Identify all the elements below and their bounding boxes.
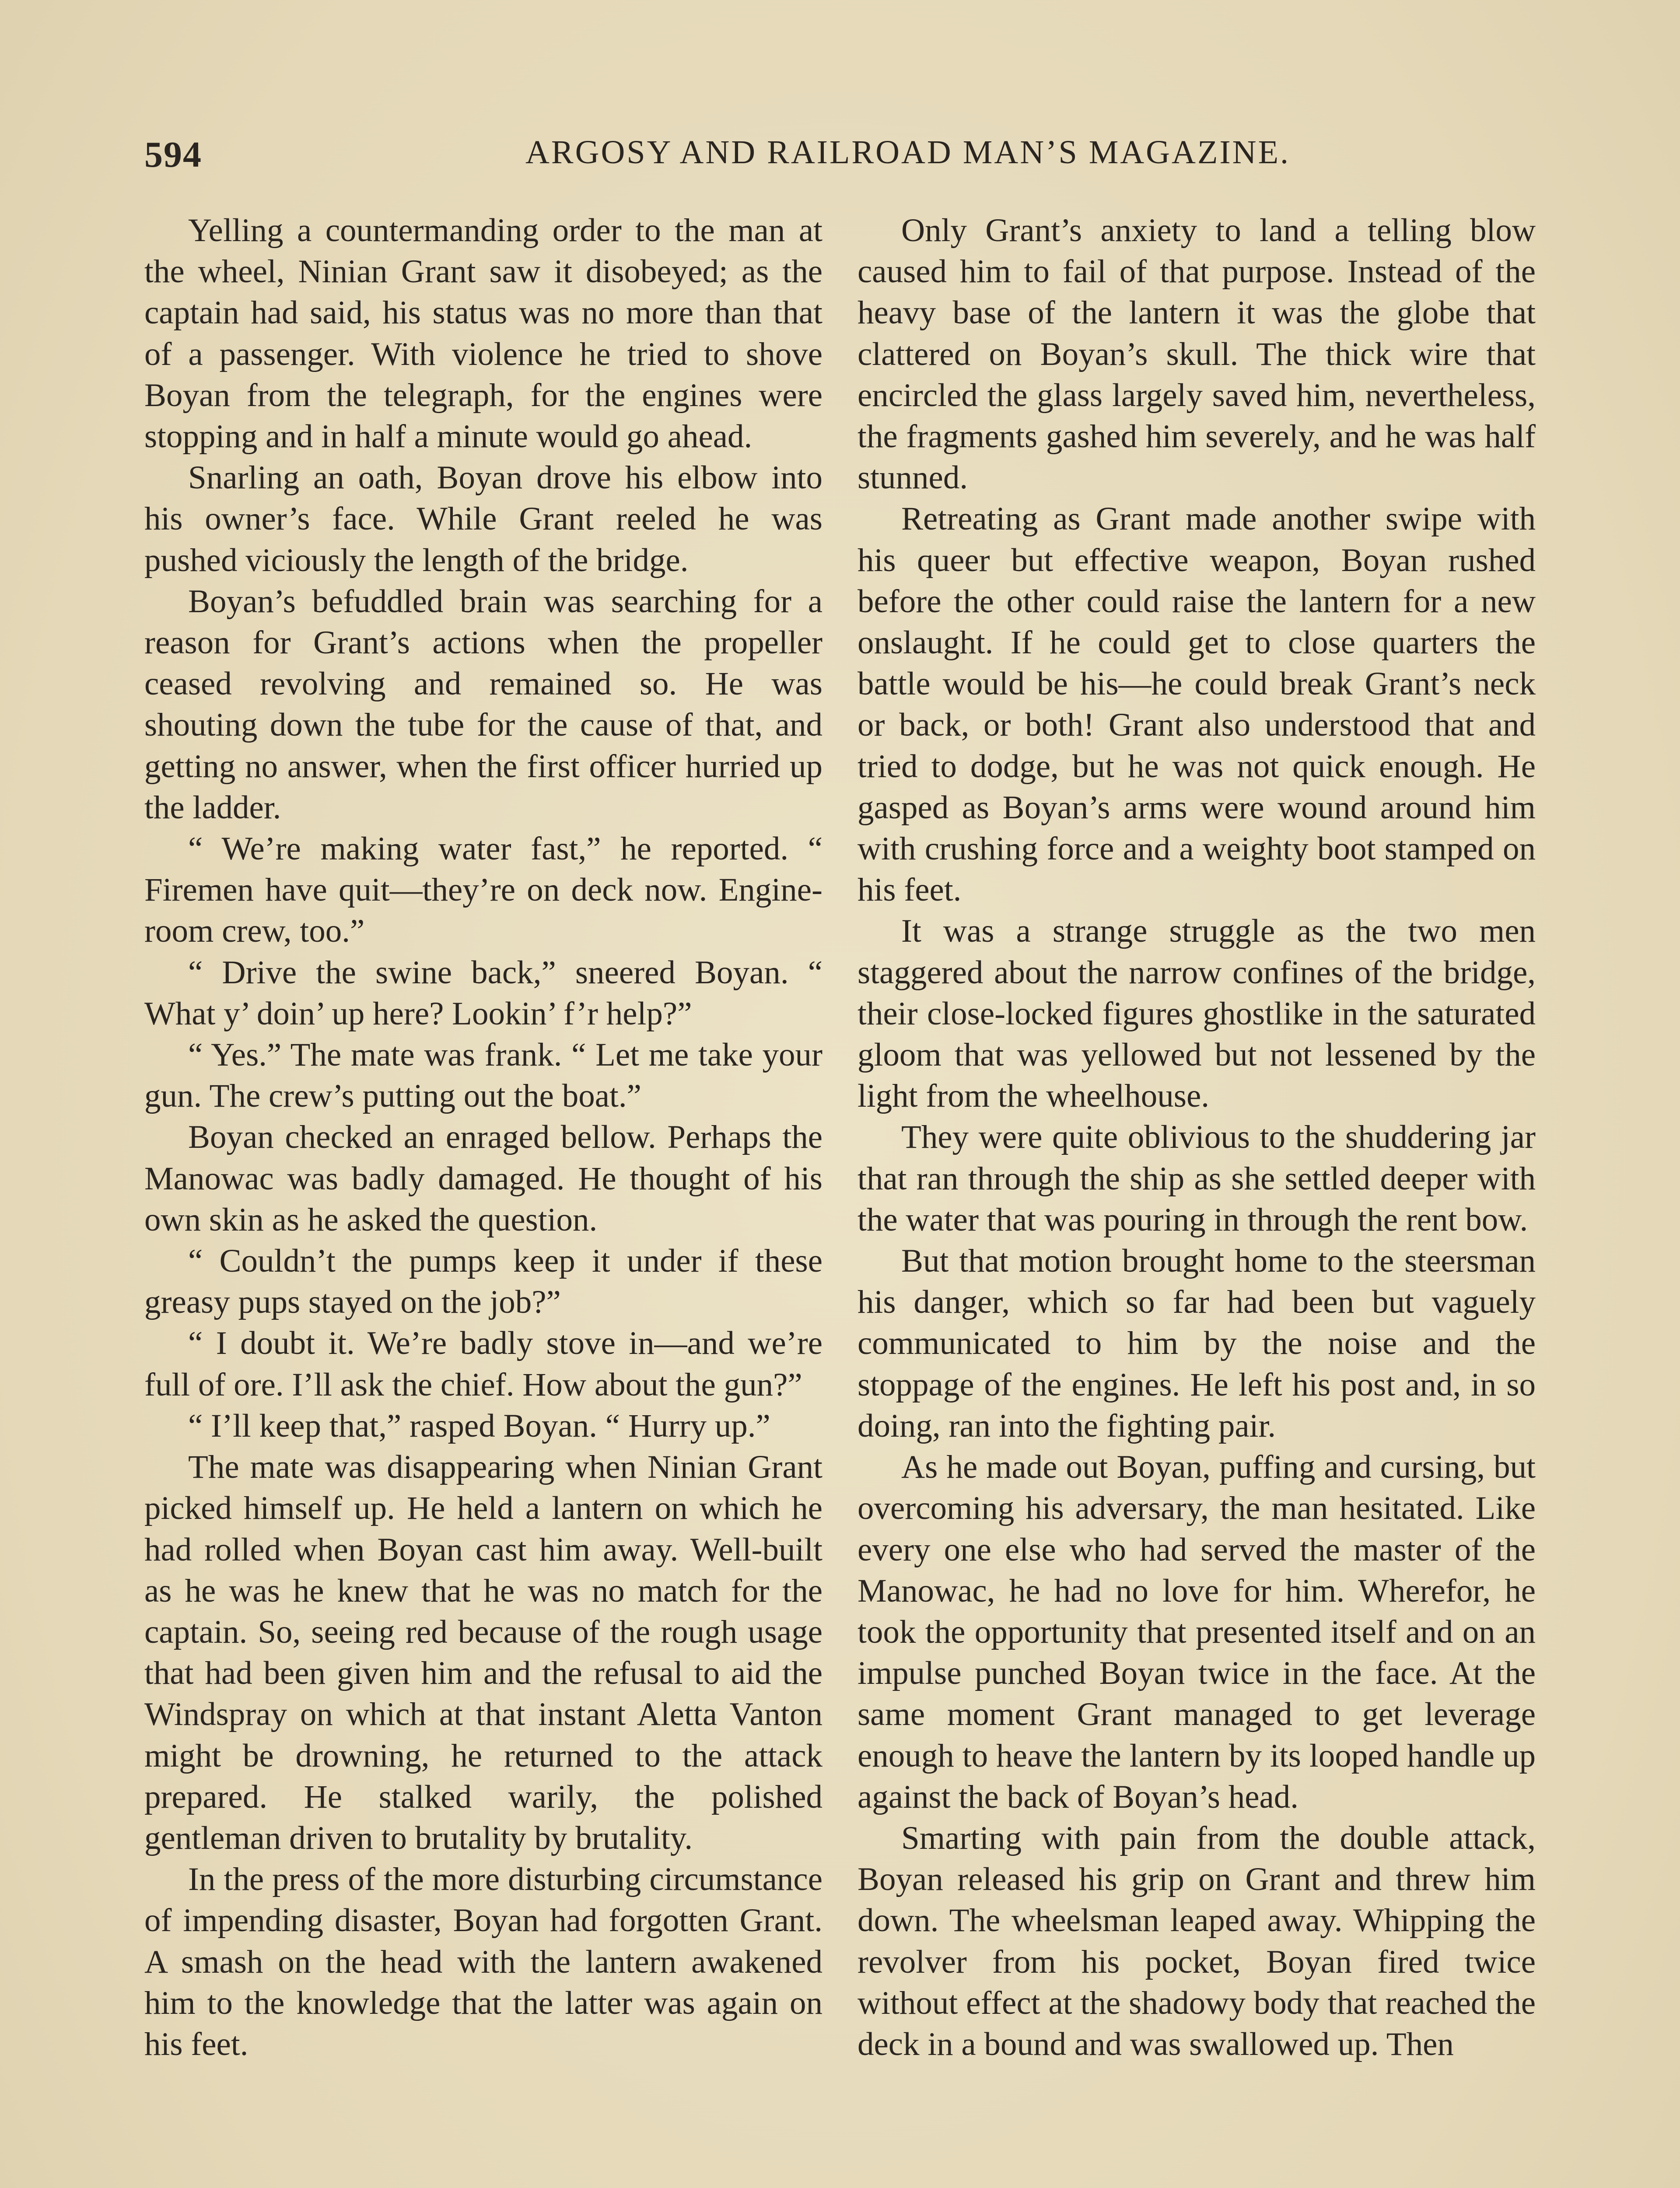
paragraph: As he made out Boyan, puffing and cursing, but overcoming his adversary, the man hesitated. Like every one else who had served the master of the Manowac, he had no love for him. Wherefor, he took the opportunity that presented itself and on an impulse punched Boyan twice in the face. At the same moment Grant managed to get leverage enough to heave the lantern by its looped handle up against the back of Boyan’s head. — [858, 1449, 1536, 1815]
paragraph: In the press of the more disturbing circumstance of impending disaster, Boyan had forgotten Grant. A smash on the head with the lantern awakened him to the knowledge that the latter was again on his feet. — [144, 1861, 822, 2062]
page-header — [144, 133, 1540, 182]
paragraph: The mate was disappearing when Ninian Grant picked himself up. He held a lantern on which he had rolled when Boyan cast him away. Well-built as he was he knew that he was no match for the captain. So, seeing red because of the rough usage that had been given him and the refusal to aid the Windspray on which at that instant Aletta Vanton might be drowning, he returned to the attack prepared. He stalked warily, the polished gentleman driven to brutality by brutality. — [144, 1449, 822, 1856]
page-number: 594 — [144, 134, 202, 175]
paragraph: “ I doubt it. We’re badly stove in—and we’re full of ore. I’ll ask the chief. How about the gun?” — [144, 1325, 822, 1403]
paragraph: Only Grant’s anxiety to land a telling blow caused him to fail of that purpose. Instead of the heavy base of the lantern it was the globe that clattered on Boyan’s skull. The thick wire that encircled the glass largely saved him, nevertheless, the fragments gashed him severely, and he was half stunned. — [858, 212, 1536, 496]
paragraph: But that motion brought home to the steersman his danger, which so far had been but vaguely communicated to him by the noise and the stoppage of the engines. He left his post and, in so doing, ran into the fighting pair. — [858, 1243, 1536, 1444]
paragraph: Boyan checked an enraged bellow. Perhaps the Manowac was badly damaged. He thought of his own skin as he asked the question. — [144, 1119, 822, 1238]
paragraph: “ Drive the swine back,” sneered Boyan. “ What y’ doin’ up here? Lookin’ f’r help?” — [144, 954, 822, 1032]
paragraph: Boyan’s befuddled brain was searching for a reason for Grant’s actions when the propeller ceased revolving and remained so. He was shouting down the tube for the cause of that, and getting no answer, when the first officer hurried up the ladder. — [144, 583, 822, 826]
right-column — [858, 210, 1536, 2188]
paragraph: Snarling an oath, Boyan drove his elbow into his owner’s face. While Grant reeled he was pushed viciously the length of the bridge. — [144, 459, 822, 579]
paragraph: Retreating as Grant made another swipe with his queer but effective weapon, Boyan rushed before the other could raise the lantern for a new onslaught. If he could get to close quarters the battle would be his—he could break Grant’s neck or back, or both! Grant also understood that and tried to dodge, but he was not quick enough. He gasped as Boyan’s arms were wound around him with crushing force and a weighty boot stamped on his feet. — [858, 501, 1536, 908]
paragraph: It was a strange struggle as the two men staggered about the narrow confines of the bridge, their close-locked figures ghostlike in the saturated gloom that was yellowed but not lessened by the light from the wheelhouse. — [858, 913, 1536, 1115]
paragraph: Yelling a countermanding order to the man at the wheel, Ninian Grant saw it disobeyed; as the captain had said, his status was no more than that of a passenger. With violence he tried to shove Boyan from the telegraph, for the engines were stopping and in half a minute would go ahead. — [144, 212, 822, 455]
left-column — [144, 210, 822, 2188]
paragraph: Smarting with pain from the double attack, Boyan released his grip on Grant and threw him down. The wheelsman leaped away. Whipping the revolver from his pocket, Boyan fired twice without effect at the shadowy body that reached the deck in a bound and was swallowed up. Then — [858, 1820, 1536, 2062]
paragraph: They were quite oblivious to the shuddering jar that ran through the ship as she settled deeper with the water that was pouring in through the rent bow. — [858, 1119, 1536, 1238]
paragraph: “ I’ll keep that,” rasped Boyan. “ Hurry up.” — [188, 1407, 770, 1444]
paragraph: “ Couldn’t the pumps keep it under if these greasy pups stayed on the job?” — [144, 1243, 822, 1321]
running-title: ARGOSY AND RAILROAD MAN’S MAGAZINE. — [525, 134, 1290, 171]
paragraph: “ Yes.” The mate was frank. “ Let me take your gun. The crew’s putting out the boat.” — [144, 1037, 822, 1115]
paragraph: “ We’re making water fast,” he reported. “ Firemen have quit—they’re on deck now. Engine-room crew, too.” — [144, 831, 822, 950]
